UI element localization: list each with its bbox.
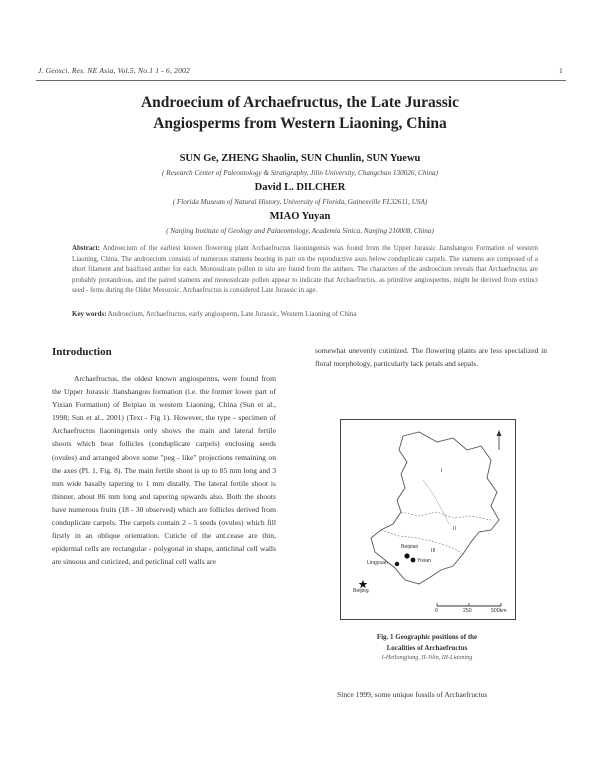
body-left-column bbox=[52, 372, 276, 568]
map-label-region-i: I bbox=[441, 468, 443, 474]
caption-line-1: Geographic positions of the bbox=[395, 633, 478, 641]
section-heading: Introduction bbox=[52, 346, 112, 358]
body-paragraph: Archaefructus, the oldest known angiosperms, were found from the Upper Jurassic Jianshangou formation (i.e. the former lower part of Yixian Formation) of Beipiao in western Liaoning, China (Sun et al., 1998; Sun et al., 2001) (Text - Fig 1). However, the type - specimen of Archaefructus liaoningensis only shows the main and lateral fertile shoots which bear follicles (conduplicate carpels) enclosing seeds (ovules) and arranged above some "peg - like" projections remaining on the axes (Pl. 1, Fig. 8). The main fertile shoot is up to 85 mm long and 3 mm wide basally tapering to 1 mm distally. The lateral fertile shoot is thinner, about 86 mm long and tapering upwards also. Both the shoots have numerous fruits (18 - 30 observed) which are follicles derived from conduplicate carpels. The carpels contain 2 - 5 seeds (ovules) which fill firstly in an oblique orientation. Cuticle of the ant.cease are thin, epidermal cells are rectangular - polygonal in shape, anticlinal cell walls are sinuous and cuticized, and periclinal cell walls are bbox=[52, 374, 276, 567]
river-line bbox=[423, 480, 449, 524]
abstract bbox=[72, 244, 538, 297]
header-rule bbox=[36, 80, 566, 81]
affiliation-1: ( Research Center of Paleontology & Stratigraphy, Jilin University, Changchun 130026, China) bbox=[161, 169, 439, 177]
map-label-region-ii: II bbox=[453, 526, 456, 532]
body-paragraph-next: Since 1999, some unique fossils of Archaefructus bbox=[337, 690, 488, 699]
beijing-star-marker bbox=[359, 580, 368, 588]
north-arrow-head bbox=[497, 430, 502, 436]
title-line-2: Angiosperms from Western Liaoning, China bbox=[153, 115, 447, 132]
figure-label: Fig. 1 bbox=[376, 633, 394, 641]
abstract-text: Androecium of the earliest known flowering plant Archaefructus liaoningensis was found from the Upper Jurassic Jianshangou Formation of western Liaoning, China. The androecium consists of numerous stamens bearing in pair on the reproductive axes below conduplicate carpels. The stamens are composed of a short filament and basifixed anther for each. Monosulcate pollen in situ are found from the anthers. The characters of the androecium reveals that Archaefructus are probably protandrous, and the paired stamens and monosulcate pollen appear to indicate that Archaefructus, as primitive angiosperms, might be derived from extinct seed - ferns during the Older Mesozoic. Archaefructus is considered Late Jurassic in age. bbox=[72, 245, 538, 295]
figure-map bbox=[340, 419, 516, 620]
map-label-lingyuan: Lingyuan bbox=[367, 560, 389, 566]
caption-legend: I-Heilongjiang, II-Jilin, III-Liaoning bbox=[381, 654, 473, 661]
paper-title bbox=[40, 92, 560, 134]
abstract-label: Abstract: bbox=[72, 245, 100, 252]
affiliation-3: ( Nanjing Institute of Geology and Palaeontology, Academia Sinica, Nanjing 210008, China) bbox=[166, 227, 434, 235]
keywords-label: Key words: bbox=[72, 310, 107, 318]
map-label-yixian: Yixian bbox=[417, 558, 431, 564]
northeast-china-outline bbox=[371, 432, 499, 584]
figure-caption bbox=[330, 632, 524, 664]
province-border-jilin-liaoning bbox=[381, 530, 463, 554]
affiliation-2: ( Florida Museum of Natural History, University of Florida, Gainesville FL32611, USA) bbox=[172, 198, 428, 206]
scale-label-0: 0 bbox=[435, 608, 438, 614]
locality-yixian-marker bbox=[411, 558, 416, 563]
author-group-2: David L. DILCHER bbox=[254, 182, 346, 193]
running-head bbox=[38, 66, 563, 75]
title-line-1: Androecium of Archaefructus, the Late Jurassic bbox=[140, 94, 459, 111]
locality-beipiao-marker bbox=[404, 553, 409, 558]
author-group-3: MIAO Yuyan bbox=[269, 211, 331, 222]
map-label-beijing: Beijing bbox=[353, 588, 369, 594]
caption-line-2: Localities of Archaefructus bbox=[386, 643, 468, 652]
locality-lingyuan-marker bbox=[395, 562, 399, 566]
keywords bbox=[72, 310, 538, 318]
author-group-1: SUN Ge, ZHENG Shaolin, SUN Chunlin, SUN Yuewu bbox=[179, 153, 421, 164]
body-paragraph-continued: somewhat unevenly cutinized. The flowering plants are less specialized in floral morphology, particularly lack petals and sepals. bbox=[315, 346, 547, 369]
page-number: 1 bbox=[559, 66, 563, 75]
body-right-column-top bbox=[315, 344, 547, 370]
scale-label-500: 500km bbox=[491, 608, 507, 614]
province-border-heilongjiang-jilin bbox=[401, 512, 491, 520]
keywords-text: Androecium, Archaefructus, early angiosperm, Late Jurassic, Western Liaoning of China bbox=[107, 310, 357, 318]
body-right-column-bottom bbox=[315, 688, 547, 701]
scale-label-250: 250 bbox=[463, 608, 472, 614]
map-label-region-iii: III bbox=[431, 548, 436, 554]
journal-citation: J. Geosci. Res. NE Asia, Vol.5, No.1 1 - 6, 2002 bbox=[38, 66, 190, 75]
map-label-beipiao: Beipiao bbox=[401, 544, 419, 550]
